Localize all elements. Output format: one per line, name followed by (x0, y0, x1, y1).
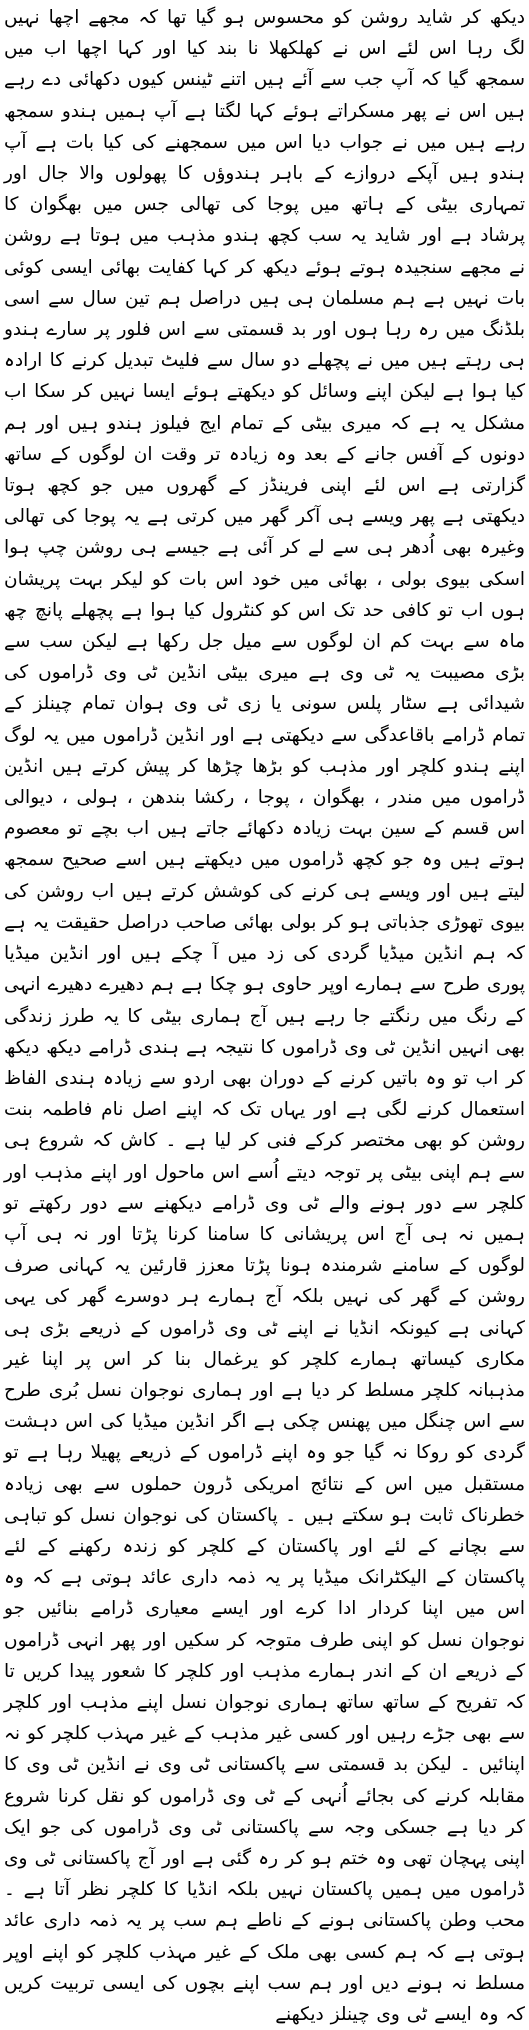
article-body-text: دیکھ کر شاید روشن کو محسوس ہو گیا تھا کہ مجھے اچھا نہیں لگ رہا اس لئے اس نے کھلکھلا نا بند کیا اور کہا اچھا اب میں سمجھ گیا کہ آپ جب سے آئے ہیں اتنے ٹینس کیوں دکھائی دے رہے ہیں اس نے پھر مسکراتے ہوئے کہا لگتا ہے آپ ہمیں ہندو سمجھ رہے ہیں میں نے جواب دیا اس میں سمجھنے کی کیا بات ہے آپ ہندو ہیں آپکے دروازے کے باہر ہندوؤں کا پھولوں والا جال اور تمہاری بیٹی کے ہاتھ میں پوجا کی تھالی جس میں بھگوان کا پرشاد ہے اور شاید یہ سب کچھ ہندو مذہب میں ہوتا ہے روشن نے مجھے سنجیدہ ہوتے ہوئے دیکھ کر کہا کفایت بھائی ایسی کوئی بات نہیں ہے ہم مسلمان ہی ہیں دراصل ہم تین سال سے اسی بلڈنگ میں رہ رہا ہوں اور بد قسمتی سے اس فلور پر سارے ہندو ہی رہتے ہیں میں نے پچھلے دو سال سے فلیٹ تبدیل کرنے کا ارادہ کیا ہوا ہے لیکن اپنے وسائل کو دیکھتے ہوئے ایسا نہیں کر سکا اب مشکل یہ ہے کہ میری بیٹی کے تمام ایج فیلوز ہندو ہیں اور ہم دونوں کے آفس جانے کے بعد وہ زیادہ تر وقت ان لوگوں کے ساتھ گزارتی ہے اس لئے اپنی فرینڈز کے گھروں میں جو کچھ ہوتا دیکھتی ہے پھر ویسے ہی آکر گھر میں کرتی ہے یہ پوجا کی تھالی وغیرہ بھی اُدھر ہی سے لے کر آئی ہے جیسے ہی روشن چپ ہوا اسکی بیوی بولی ، بھائی میں خود اس بات کو لیکر بہت پریشان ہوں اب تو کافی حد تک اس کو کنٹرول کیا ہوا ہے پچھلے پانچ چھ ماہ سے بہت کم ان لوگوں سے میل جل رکھا ہے لیکن سب سے بڑی مصیبت یہ ٹی وی ہے میری بیٹی انڈین ٹی وی ڈراموں کی شیدائی ہے سٹار پلس سونی یا زی ٹی وی ہوان تمام چینلز کے تمام ڈرامے باقاعدگی سے دیکھتی ہے اور انڈین ڈراموں میں یہ لوگ اپنے ہندو کلچر اور مذہب کو بڑھا چڑھا کر پیش کرتے ہیں انڈین ڈراموں میں مندر ، بھگوان ، پوجا ، رکشا بندھن ، ہولی ، دیوالی اس قسم کے سین بہت زیادہ دکھائے جاتے ہیں اب بچے تو معصوم ہوتے ہیں وہ جو کچھ ڈراموں میں دیکھتے ہیں اسے صحیح سمجھ لیتے ہیں اور ویسے ہی کرنے کی کوشش کرتے ہیں اب روشن کی بیوی تھوڑی جذباتی ہو کر بولی بھائی صاحب دراصل حقیقت یہ ہے کہ ہم انڈین میڈیا گردی کی زد میں آ چکے ہیں اور انڈین میڈیا پوری طرح سے ہمارے اوپر حاوی ہو چکا ہے ہم دھیرے دھیرے انہی کے رنگ میں رنگتے جا رہے ہیں آج ہماری بیٹی کا یہ طرز زندگی بھی انہیں انڈین ٹی وی ڈراموں کا نتیجہ ہے ہندی ڈرامے دیکھ دیکھ کر اب تو وہ باتیں کرنے کے دوران بھی اردو سے زیادہ ہندی الفاظ استعمال کرنے لگی ہے اور یہاں تک کہ اپنے اصل نام فاطمہ بنت روشن کو بھی مختصر کرکے فنی کر لیا ہے ۔ کاش کہ شروع ہی سے ہم اپنی بیٹی پر توجہ دیتے اُسے اس ماحول اور اپنے مذہب اور کلچر سے دور ہونے والے ٹی وی ڈرامے دیکھنے سے دور رکھتے تو ہمیں نہ ہی آج اس پریشانی کا سامنا کرنا پڑتا اور نہ ہی آپ لوگوں کے سامنے شرمندہ ہونا پڑتا معزز قارئین یہ کہانی صرف روشن کے گھر کی نہیں بلکہ آج ہمارے ہر دوسرے گھر کی یہی کہانی ہے کیونکہ انڈیا نے اپنے ٹی وی ڈراموں کے ذریعے بڑی ہی مکاری کیساتھ ہمارے کلچر کو یرغمال بنا کر اس پر اپنا غیر مذہبانہ کلچر مسلط کر دیا ہے اور ہماری نوجوان نسل بُری طرح سے اس چنگل میں پھنس چکی ہے اگر انڈین میڈیا کی اس دہشت گردی کو روکا نہ گیا جو وہ اپنے ڈراموں کے ذریعے پھیلا رہا ہے تو مستقبل میں اس کے نتائج امریکی ڈرون حملوں سے بھی زیادہ خطرناک ثابت ہو سکتے ہیں ۔ پاکستان کی نوجوان نسل کو تباہی سے بچانے کے لئے اور پاکستان کے کلچر کو زندہ رکھنے کے لئے پاکستان کے الیکٹرانک میڈیا پر یہ ذمہ داری عائد ہوتی ہے کہ وہ اس میں اپنا کردار ادا کرے اور ایسے معیاری ڈرامے بنائیں جو نوجوان نسل کو اپنی طرف متوجہ کر سکیں اور پھر انہی ڈراموں کے ذریعے ان کے اندر ہمارے مذہب اور کلچر کا شعور پیدا کریں تا کہ تفریح کے ساتھ ساتھ ہماری نوجوان نسل اپنے مذہب اور کلچر سے بھی جڑے رہیں اور کسی غیر مذہب کے غیر مہذب کلچر کو نہ اپنائیں ۔ لیکن بد قسمتی سے پاکستانی ٹی وی نے انڈین ٹی وی کا مقابلہ کرنے کی بجائے اُنہی کے ٹی وی ڈراموں کو نقل کرنا شروع کر دیا ہے جسکی وجہ سے پاکستانی ٹی وی ڈراموں کی جو ایک اپنی پہچان تھی وہ ختم ہو کر رہ گئی ہے اور آج پاکستانی ٹی وی ڈراموں میں ہمیں پاکستان نہیں بلکہ انڈیا کا کلچر نظر آتا ہے ۔ محب وطن پاکستانی ہونے کے ناطے ہم سب پر یہ ذمہ داری عائد ہوتی ہے کہ ہم کسی بھی ملک کے غیر مہذب کلچر کو اپنے اوپر مسلط نہ ہونے دیں اور ہم سب اپنے بچوں کی ایسی تربیت کریں کہ وہ ایسے ٹی وی چینلز دیکھنے (4, 7, 525, 2025)
